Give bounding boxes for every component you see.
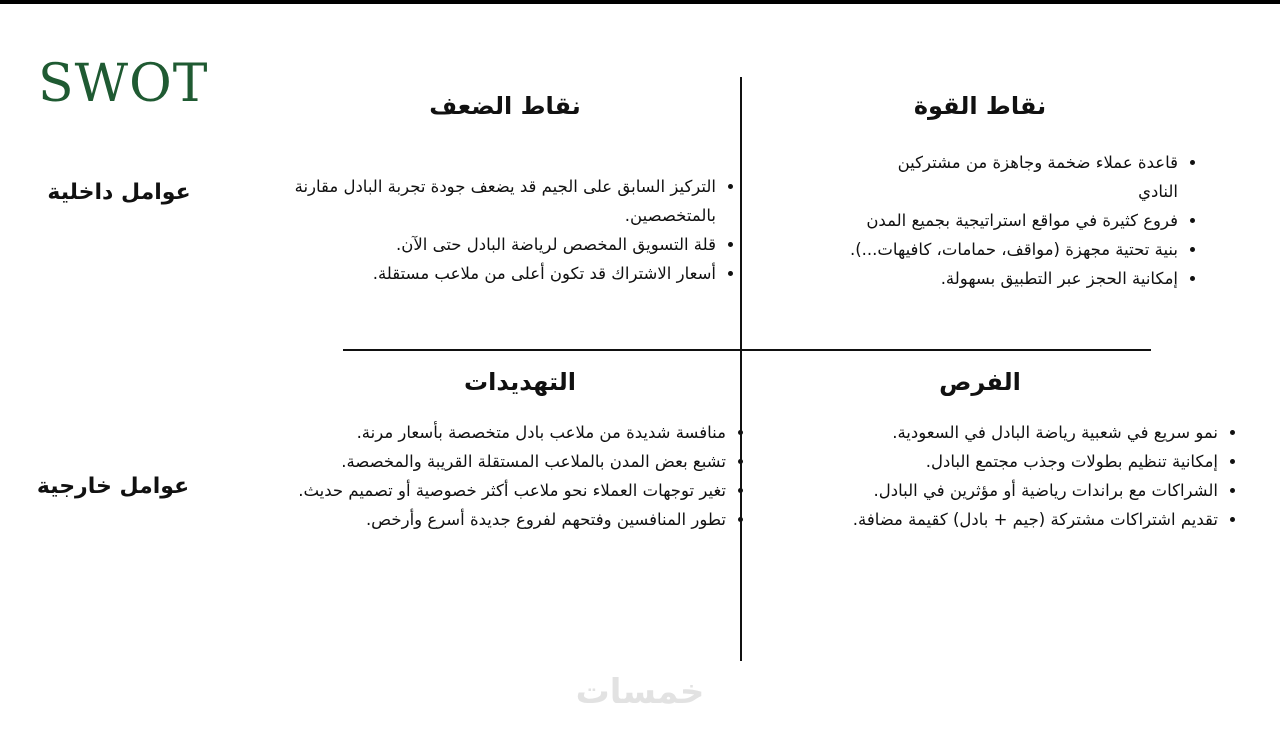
top-border <box>0 0 1280 4</box>
list-item: • إمكانية الحجز عبر التطبيق بسهولة. <box>780 264 1178 293</box>
list-item: • أسعار الاشتراك قد تكون أعلى من ملاعب مستقلة. <box>246 259 716 288</box>
list-item: • إمكانية تنظيم بطولات وجذب مجتمع البادل. <box>770 447 1218 476</box>
threats-list <box>260 418 748 534</box>
threats-title: التهديدات <box>464 368 576 396</box>
list-item: • قلة التسويق المخصص لرياضة البادل حتى الآن. <box>246 230 716 259</box>
list-item: • تطور المنافسين وفتحهم لفروع جديدة أسرع وأرخص. <box>260 505 726 534</box>
list-item: • الشراكات مع براندات رياضية أو مؤثرين في البادل. <box>770 476 1218 505</box>
strengths-list <box>780 148 1200 293</box>
opportunities-title: الفرص <box>939 368 1021 396</box>
strengths-title: نقاط القوة <box>913 92 1047 120</box>
list-item: • بنية تحتية مجهزة (مواقف، حمامات، كافيهات...). <box>780 235 1178 264</box>
row-label-external: عوامل خارجية <box>36 474 190 499</box>
watermark-logo: خمسات <box>575 672 705 712</box>
list-item: • تشبع بعض المدن بالملاعب المستقلة القريبة والمخصصة. <box>260 447 726 476</box>
list-item: • التركيز السابق على الجيم قد يضعف جودة تجربة البادل مقارنة بالمتخصصين. <box>246 172 716 230</box>
list-item: • فروع كثيرة في مواقع استراتيجية بجميع المدن <box>780 206 1178 235</box>
list-item: • قاعدة عملاء ضخمة وجاهزة من مشتركين النادي <box>878 148 1178 206</box>
weaknesses-list <box>246 172 738 288</box>
weaknesses-title: نقاط الضعف <box>429 92 581 120</box>
swot-title: SWOT <box>38 54 209 114</box>
row-label-internal: عوامل داخلية <box>47 180 191 205</box>
list-item: • نمو سريع في شعبية رياضة البادل في السعودية. <box>770 418 1218 447</box>
list-item: • تقديم اشتراكات مشتركة (جيم + بادل) كقيمة مضافة. <box>770 505 1218 534</box>
list-item: • منافسة شديدة من ملاعب بادل متخصصة بأسعار مرنة. <box>260 418 726 447</box>
vertical-divider <box>740 77 742 661</box>
opportunities-list <box>770 418 1240 534</box>
list-item: • تغير توجهات العملاء نحو ملاعب أكثر خصوصية أو تصميم حديث. <box>260 476 726 505</box>
horizontal-divider <box>343 349 1151 351</box>
